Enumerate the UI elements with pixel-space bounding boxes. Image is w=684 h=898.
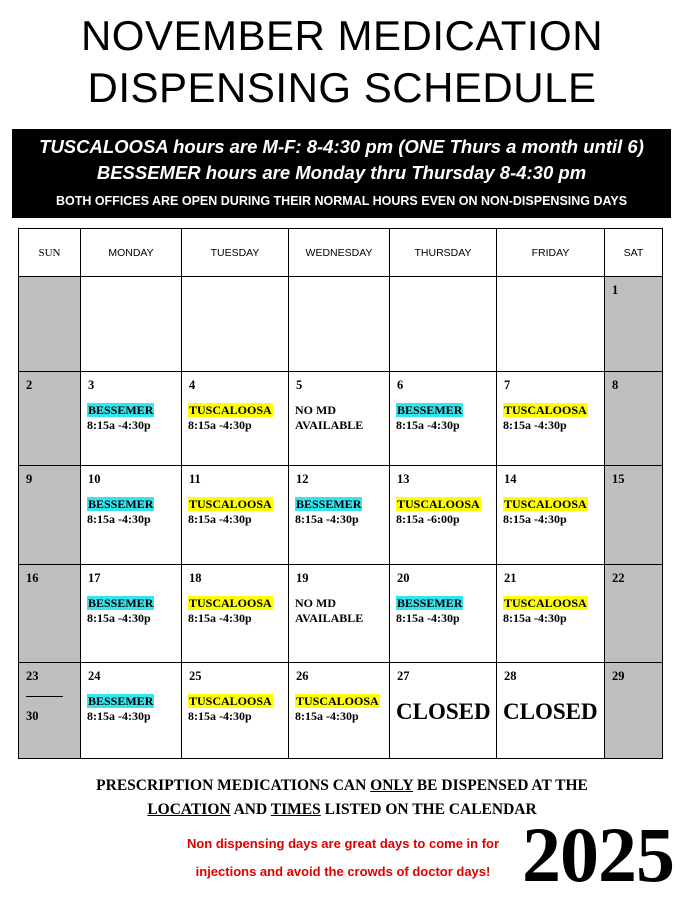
calendar-day-cell [497, 663, 605, 759]
closed-label: CLOSED [396, 699, 491, 724]
day-number: 17 [88, 571, 101, 585]
day-number: 26 [296, 669, 309, 683]
calendar-day-cell [289, 663, 390, 759]
day-number: 4 [189, 378, 196, 392]
dispensing-entry [188, 694, 273, 724]
day-number: 1 [612, 283, 619, 297]
dispensing-entry [188, 403, 273, 433]
rule-text: BE DISPENSED AT THE [412, 777, 588, 794]
calendar-day-cell [497, 565, 605, 663]
calendar-day-cell [289, 466, 390, 565]
calendar-day-cell [19, 372, 81, 466]
day-number: 18 [189, 571, 202, 585]
dispensing-hours: 8:15a -4:30p [87, 611, 151, 625]
date-divider-line [26, 696, 63, 697]
injection-tip-line1: Non dispensing days are great days to come in for [186, 836, 500, 851]
dispensing-entry [503, 403, 588, 433]
dispensing-hours: 8:15a -4:30p [188, 418, 252, 432]
calendar-day-cell [605, 663, 663, 759]
calendar-day-cell [390, 663, 497, 759]
location-label: BESSEMER [88, 694, 154, 708]
calendar-day-cell [81, 277, 182, 372]
rule-emphasis-location: LOCATION [147, 801, 231, 818]
page-title-line2: DISPENSING SCHEDULE [87, 64, 597, 111]
calendar-day-cell [497, 372, 605, 466]
header-sat: SAT [605, 229, 663, 277]
dispensing-rule-line1 [0, 774, 684, 798]
day-number: 30 [26, 709, 39, 723]
calendar-day-cell [182, 466, 289, 565]
location-label: TUSCALOOSA [189, 596, 272, 610]
header-monday: MONDAY [81, 229, 182, 277]
location-label: TUSCALOOSA [504, 497, 587, 511]
header-wednesday: WEDNESDAY [289, 229, 390, 277]
dispensing-hours: 8:15a -4:30p [295, 512, 359, 526]
location-label: BESSEMER [88, 497, 154, 511]
no-md-note [295, 596, 363, 626]
dispensing-hours: 8:15a -4:30p [396, 418, 460, 432]
calendar-day-cell [390, 372, 497, 466]
calendar-day-cell [289, 565, 390, 663]
dispensing-entry [188, 497, 273, 527]
calendar-day-cell [390, 277, 497, 372]
dispensing-hours: 8:15a -4:30p [188, 709, 252, 723]
calendar-day-cell [19, 663, 81, 759]
no-md-line2: AVAILABLE [295, 418, 364, 432]
rule-text: PRESCRIPTION MEDICATIONS CAN [96, 777, 371, 794]
no-md-line1: NO MD [295, 596, 336, 610]
dispensing-entry [396, 497, 481, 527]
calendar-header-row [19, 229, 663, 277]
header-tuesday: TUESDAY [182, 229, 289, 277]
location-label: BESSEMER [296, 497, 362, 511]
day-number: 21 [504, 571, 517, 585]
day-number: 28 [504, 669, 517, 683]
bessemer-hours: BESSEMER hours are Monday thru Thursday 8-4:30 pm [96, 162, 587, 183]
calendar-day-cell [497, 466, 605, 565]
dispensing-entry [396, 403, 463, 433]
day-number: 24 [88, 669, 101, 683]
location-label: BESSEMER [88, 596, 154, 610]
day-number: 5 [296, 378, 303, 392]
day-number: 25 [189, 669, 202, 683]
day-number: 14 [504, 472, 517, 486]
offices-open-notice: BOTH OFFICES ARE OPEN DURING THEIR NORMAL HOURS EVEN ON NON-DISPENSING DAYS [55, 194, 628, 208]
day-number: 10 [88, 472, 101, 486]
no-md-line1: NO MD [295, 403, 336, 417]
dispensing-entry [503, 497, 588, 527]
location-label: BESSEMER [88, 403, 154, 417]
calendar-week-row [19, 565, 663, 663]
day-number: 19 [296, 571, 309, 585]
day-number: 15 [612, 472, 625, 486]
dispensing-entry [188, 596, 273, 626]
calendar-week-row [19, 466, 663, 565]
day-number: 9 [26, 472, 33, 486]
injection-tip-line2: injections and avoid the crowds of doctor days! [195, 864, 491, 879]
closed-label: CLOSED [503, 699, 598, 724]
no-md-line2: AVAILABLE [295, 611, 364, 625]
calendar-day-cell [19, 565, 81, 663]
dispensing-hours: 8:15a -4:30p [295, 709, 359, 723]
dispensing-entry [87, 596, 154, 626]
dispensing-entry [503, 596, 588, 626]
rule-emphasis-times: TIMES [270, 801, 321, 818]
calendar-day-cell [605, 466, 663, 565]
calendar-day-cell [81, 565, 182, 663]
day-number: 8 [612, 378, 619, 392]
calendar-day-cell [19, 466, 81, 565]
calendar-day-cell [81, 466, 182, 565]
dispensing-hours: 8:15a -4:30p [188, 512, 252, 526]
calendar-day-cell [182, 663, 289, 759]
dispensing-entry [295, 497, 362, 527]
day-number: 20 [397, 571, 410, 585]
calendar-day-cell [390, 565, 497, 663]
year-label: 2025 [522, 811, 674, 898]
location-label: TUSCALOOSA [189, 403, 272, 417]
day-number: 29 [612, 669, 625, 683]
calendar-day-cell [19, 277, 81, 372]
day-number: 23 [26, 669, 39, 683]
dispensing-hours: 8:15a -4:30p [87, 512, 151, 526]
day-number: 22 [612, 571, 625, 585]
dispensing-hours: 8:15a -4:30p [503, 512, 567, 526]
calendar-grid [18, 228, 663, 759]
calendar-day-cell [390, 466, 497, 565]
location-label: TUSCALOOSA [504, 596, 587, 610]
header-sun: SUN [19, 229, 81, 277]
day-number: 3 [88, 378, 95, 392]
calendar-day-cell [182, 372, 289, 466]
dispensing-hours: 8:15a -4:30p [87, 418, 151, 432]
header-thursday: THURSDAY [390, 229, 497, 277]
dispensing-entry [87, 694, 154, 724]
dispensing-entry [87, 497, 154, 527]
dispensing-hours: 8:15a -4:30p [503, 418, 567, 432]
day-number: 7 [504, 378, 511, 392]
day-number: 2 [26, 378, 33, 392]
location-label: TUSCALOOSA [189, 497, 272, 511]
header-friday: FRIDAY [497, 229, 605, 277]
calendar-day-cell [289, 372, 390, 466]
location-label: TUSCALOOSA [189, 694, 272, 708]
calendar-day-cell [81, 663, 182, 759]
location-label: TUSCALOOSA [504, 403, 587, 417]
no-md-note [295, 403, 363, 433]
day-number: 16 [26, 571, 39, 585]
location-label: BESSEMER [397, 596, 463, 610]
rule-emphasis-only: ONLY [370, 777, 413, 794]
dispensing-entry [87, 403, 154, 433]
dispensing-entry [396, 596, 463, 626]
calendar-day-cell [182, 565, 289, 663]
day-number: 11 [189, 472, 201, 486]
calendar-day-cell [289, 277, 390, 372]
calendar-day-cell [182, 277, 289, 372]
tuscaloosa-hours: TUSCALOOSA hours are M-F: 8-4:30 pm (ONE Thurs a month until 6) [39, 136, 644, 157]
calendar-day-cell [605, 277, 663, 372]
day-number: 12 [296, 472, 309, 486]
dispensing-hours: 8:15a -4:30p [87, 709, 151, 723]
hours-banner [12, 129, 671, 218]
page-title-line1: NOVEMBER MEDICATION [80, 12, 604, 59]
rule-text: LISTED ON THE CALENDAR [320, 801, 537, 818]
day-number: 27 [397, 669, 410, 683]
dispensing-hours: 8:15a -4:30p [188, 611, 252, 625]
calendar-week-row [19, 372, 663, 466]
dispensing-entry [295, 694, 380, 724]
calendar-week-row [19, 663, 663, 759]
calendar-week-row [19, 277, 663, 372]
calendar-day-cell [81, 372, 182, 466]
location-label: BESSEMER [397, 403, 463, 417]
rule-text: AND [230, 801, 271, 818]
location-label: TUSCALOOSA [397, 497, 480, 511]
calendar-day-cell [605, 565, 663, 663]
day-number: 6 [397, 378, 404, 392]
calendar-day-cell [605, 372, 663, 466]
calendar-day-cell [497, 277, 605, 372]
dispensing-hours: 8:15a -6:00p [396, 512, 460, 526]
location-label: TUSCALOOSA [296, 694, 379, 708]
day-number: 13 [397, 472, 410, 486]
dispensing-hours: 8:15a -4:30p [503, 611, 567, 625]
dispensing-hours: 8:15a -4:30p [396, 611, 460, 625]
